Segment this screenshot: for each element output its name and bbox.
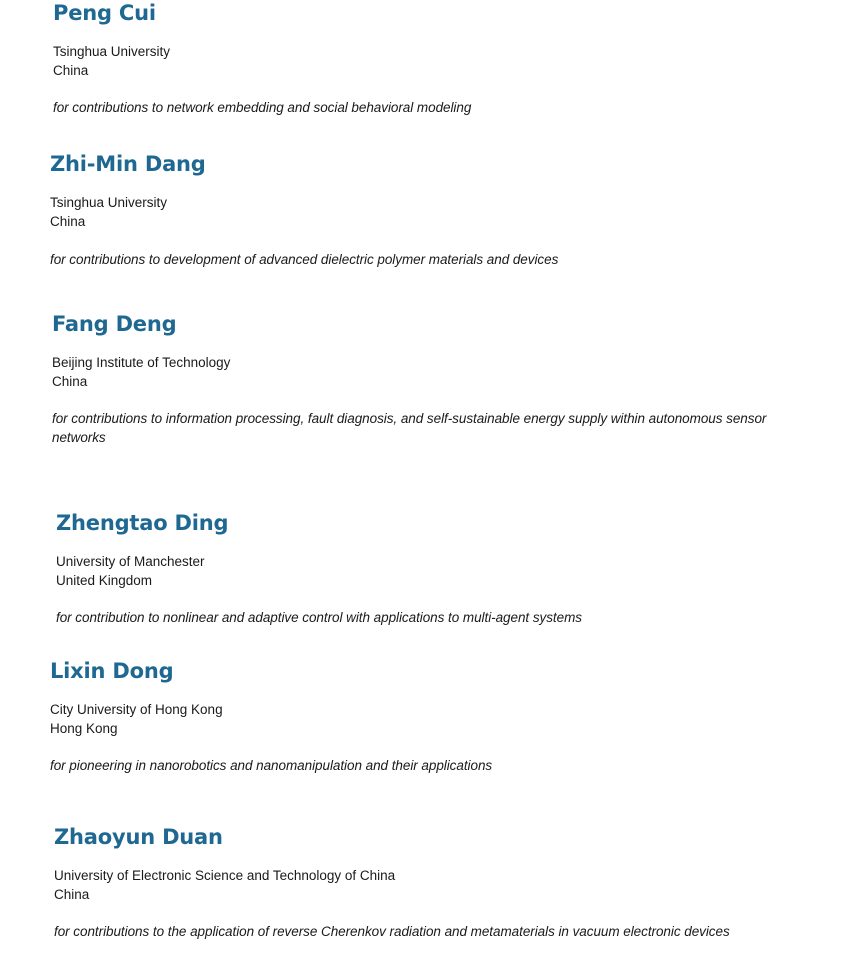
fellow-country: United Kingdom [56,572,153,588]
fellow-entry [50,658,830,775]
fellow-name: Lixin Dong [50,659,174,683]
fellow-country: China [50,213,86,229]
fellow-name: Fang Deng [52,312,177,336]
fellow-institution: University of Electronic Science and Technology of China [54,868,396,883]
fellow-entry [50,151,830,269]
fellow-institution: City University of Hong Kong [50,702,223,717]
fellow-citation: for contributions to the application of reverse Cherenkov radiation and metamaterials in vacuum electronic devices [54,924,730,939]
fellow-name: Zhengtao Ding [56,511,229,535]
fellow-institution: University of Manchester [56,554,205,569]
fellow-institution: Tsinghua University [53,44,171,59]
fellow-entry [53,0,833,117]
fellow-entry [54,824,854,941]
fellow-citation: for contributions to development of advanced dielectric polymer materials and devices [50,252,559,267]
fellow-country: Hong Kong [50,720,118,736]
fellow-citation: for contribution to nonlinear and adaptive control with applications to multi-agent systems [56,610,582,625]
fellow-citation: for contributions to network embedding and social behavioral modeling [53,100,472,115]
fellow-country: China [52,373,88,389]
fellow-entry [56,510,836,627]
fellow-institution: Beijing Institute of Technology [52,355,231,370]
fellow-country: China [53,62,89,78]
fellow-institution: Tsinghua University [50,195,168,210]
fellow-entry [52,311,772,447]
fellow-name: Zhaoyun Duan [54,825,223,849]
fellow-citation: for contributions to information processing, fault diagnosis, and self-sustainable energy supply within autonomous sensor networks [52,411,767,445]
fellow-name: Peng Cui [53,1,156,25]
fellow-country: China [54,886,90,902]
fellow-citation: for pioneering in nanorobotics and nanomanipulation and their applications [50,758,493,773]
fellow-name: Zhi-Min Dang [50,152,206,176]
